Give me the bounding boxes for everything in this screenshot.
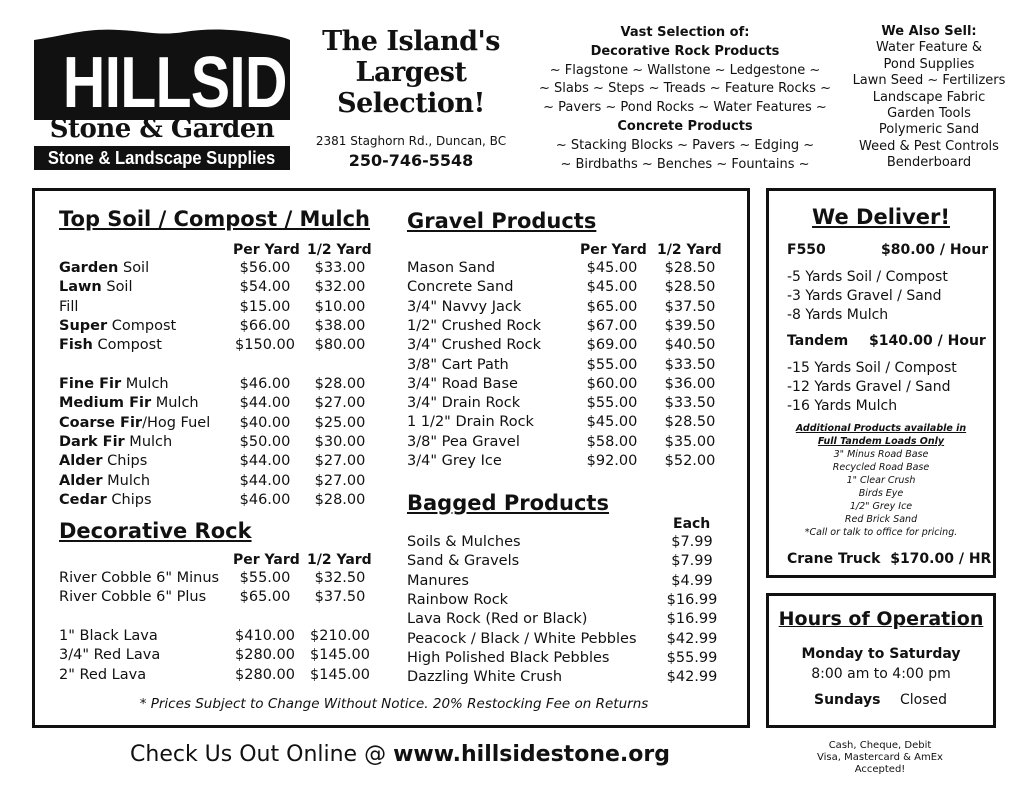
per-yard-price: $55.00 <box>586 395 638 412</box>
per-yard-price: $54.00 <box>239 279 291 296</box>
price-row-label: Manures <box>407 572 469 589</box>
bagged-heading: Bagged Products <box>407 491 609 515</box>
price-row-label: Lawn Soil <box>59 279 133 296</box>
per-yard-price: $67.00 <box>586 317 638 334</box>
price-row-label: 3/4" Navvy Jack <box>407 298 522 315</box>
per-yard-price: $280.00 <box>235 666 295 683</box>
half-yard-header: 1/2 Yard <box>307 242 372 258</box>
per-yard-price: $40.00 <box>239 414 291 431</box>
f550-item: -3 Yards Gravel / Sand <box>787 288 942 304</box>
per-yard-price: $92.00 <box>586 453 638 469</box>
tagline <box>296 26 526 119</box>
per-yard-price: $69.00 <box>586 337 638 354</box>
product-line: ~ Flagstone ~ Wallstone ~ Ledgestone ~ <box>549 62 821 78</box>
price-row-label: 3/4" Red Lava <box>59 647 161 664</box>
brand-subtitle: Stone & Garden <box>49 114 275 144</box>
half-yard-price: $36.00 <box>664 375 716 392</box>
price-row-label: Soils & Mulches <box>407 534 521 550</box>
also-sell <box>848 24 1010 172</box>
price-row-label: 1 1/2" Drain Rock <box>407 414 534 431</box>
half-yard-price: $210.00 <box>310 628 370 644</box>
per-yard-price: $45.00 <box>586 414 638 431</box>
gravel-heading: Gravel Products <box>407 209 597 233</box>
half-yard-price: $27.00 <box>314 395 366 412</box>
price-row-label: Sand & Gravels <box>407 553 520 570</box>
each-header: Each <box>673 516 711 532</box>
per-yard-price: $66.00 <box>239 317 291 334</box>
per-yard-price: $45.00 <box>586 279 638 296</box>
additional-item: 1/2" Grey Ice <box>849 501 913 512</box>
each-price: $42.99 <box>666 630 718 647</box>
per-yard-price: $44.00 <box>239 453 291 470</box>
hours-heading: Hours of Operation <box>778 608 984 630</box>
additional-item: Red Brick Sand <box>844 514 918 525</box>
price-row-label: 2" Red Lava <box>59 666 147 683</box>
f550-label: F550 <box>787 242 826 258</box>
half-yard-price: $27.00 <box>314 472 366 489</box>
product-line: ~ Birdbaths ~ Benches ~ Fountains ~ <box>560 156 810 172</box>
weekday-label: Monday to Saturday <box>801 646 961 662</box>
also-sell-item: Benderboard <box>886 155 972 171</box>
per-yard-price: $410.00 <box>235 628 295 644</box>
additional-item: 1" Clear Crush <box>846 475 916 486</box>
price-row-label: Dark Fir Mulch <box>59 433 173 450</box>
price-row-label: Rainbow Rock <box>407 591 509 608</box>
hours-box <box>766 593 996 728</box>
half-yard-price: $32.50 <box>314 570 366 586</box>
half-yard-price: $28.00 <box>314 376 366 392</box>
price-row-label: 1" Black Lava <box>59 628 158 644</box>
sunday-hours: Closed <box>900 692 948 708</box>
decorative-products-title: Decorative Rock Products <box>590 43 780 59</box>
tagline-line: Selection! <box>337 88 485 119</box>
per-yard-header: Per Yard <box>580 242 647 258</box>
concrete-products-title: Concrete Products <box>617 118 753 134</box>
price-row-label: Garden Soil <box>59 260 150 276</box>
payment-line: Visa, Mastercard & AmEx <box>817 752 943 763</box>
decorative-heading: Decorative Rock <box>59 519 252 543</box>
price-row-label: Peacock / Black / White Pebbles <box>407 630 637 647</box>
price-list-box <box>32 188 750 728</box>
half-yard-price: $35.00 <box>664 433 716 450</box>
vast-title: Vast Selection of: <box>620 25 750 40</box>
per-yard-price: $15.00 <box>239 298 291 315</box>
per-yard-price: $44.00 <box>239 395 291 412</box>
half-yard-price: $80.00 <box>314 337 366 354</box>
additional-item: Birds Eye <box>858 488 904 499</box>
price-row-label: Fine Fir Mulch <box>59 376 169 392</box>
payment-info <box>790 740 970 776</box>
brand-name: HILLSIDE <box>34 46 290 120</box>
per-yard-header: Per Yard <box>233 242 300 258</box>
price-row-label: Coarse Fir/Hog Fuel <box>59 414 211 431</box>
f550-item: -8 Yards Mulch <box>787 307 889 323</box>
topsoil-heading: Top Soil / Compost / Mulch <box>59 207 371 231</box>
each-price: $4.99 <box>671 572 713 589</box>
price-row-label: Alder Chips <box>59 453 148 470</box>
price-row-label: Fill <box>59 298 79 315</box>
price-row-label: 3/8" Cart Path <box>407 356 509 373</box>
product-line: ~ Slabs ~ Steps ~ Treads ~ Feature Rocks ~ <box>539 81 831 97</box>
payment-line: Accepted! <box>854 764 906 775</box>
price-row-label: Mason Sand <box>407 260 496 276</box>
vast-selection <box>536 24 834 174</box>
f550-item: -5 Yards Soil / Compost <box>787 269 948 285</box>
brand-banner: Stone & Landscape Supplies <box>34 146 290 170</box>
each-price: $16.99 <box>666 611 718 628</box>
per-yard-price: $65.00 <box>239 589 291 606</box>
per-yard-price: $44.00 <box>239 472 291 489</box>
each-price: $55.99 <box>666 649 718 666</box>
also-sell-item: Lawn Seed ~ Fertilizers <box>852 73 1006 89</box>
half-yard-price: $25.00 <box>314 414 366 431</box>
half-yard-price: $33.50 <box>664 395 716 412</box>
price-row-label: Super Compost <box>59 317 177 334</box>
half-yard-price: $40.50 <box>664 337 716 354</box>
price-row-label: Lava Rock (Red or Black) <box>407 611 588 628</box>
each-price: $16.99 <box>666 591 718 608</box>
crane-truck-rate: Crane Truck $170.00 / HR <box>787 551 992 567</box>
additional-title: Additional Products available in <box>795 423 967 434</box>
half-yard-price: $27.00 <box>314 453 366 470</box>
half-yard-header: 1/2 Yard <box>657 242 722 258</box>
half-yard-price: $30.00 <box>314 433 366 450</box>
deliver-heading: We Deliver! <box>812 205 950 229</box>
price-row-label: 3/4" Road Base <box>407 375 518 392</box>
per-yard-price: $46.00 <box>239 376 291 392</box>
half-yard-price: $28.50 <box>664 279 716 296</box>
product-line: ~ Stacking Blocks ~ Pavers ~ Edging ~ <box>555 137 815 153</box>
half-yard-price: $28.50 <box>664 414 716 431</box>
additional-item: 3" Minus Road Base <box>833 449 929 460</box>
logo <box>34 22 326 172</box>
price-row-label: High Polished Black Pebbles <box>407 649 610 666</box>
per-yard-price: $55.00 <box>239 570 291 586</box>
also-sell-item: Pond Supplies <box>883 56 975 72</box>
price-row-label: Dazzling White Crush <box>407 669 563 686</box>
sunday-label: Sundays <box>814 692 881 708</box>
price-row-label: 3/8" Pea Gravel <box>407 433 520 450</box>
half-yard-price: $52.00 <box>664 453 716 469</box>
f550-rate: $80.00 / Hour <box>881 242 989 258</box>
tagline-line: Largest <box>355 57 467 88</box>
half-yard-price: $38.00 <box>314 317 366 334</box>
phone-number: 250-746-5548 <box>348 151 474 170</box>
website-prefix: Check Us Out Online @ <box>130 742 394 767</box>
price-row-label: Cedar Chips <box>59 491 152 508</box>
per-yard-price: $50.00 <box>239 433 291 450</box>
tandem-item: -16 Yards Mulch <box>787 398 898 414</box>
half-yard-price: $28.00 <box>314 491 366 508</box>
additional-title: Full Tandem Loads Only <box>817 436 945 447</box>
half-yard-price: $37.50 <box>314 589 366 606</box>
per-yard-header: Per Yard <box>233 552 300 568</box>
per-yard-price: $65.00 <box>586 298 638 315</box>
product-line: ~ Pavers ~ Pond Rocks ~ Water Features ~ <box>543 100 827 116</box>
each-price: $7.99 <box>671 553 713 570</box>
half-yard-price: $33.50 <box>664 356 716 373</box>
price-row-label: River Cobble 6" Plus <box>59 589 207 606</box>
per-yard-price: $45.00 <box>586 260 638 276</box>
also-sell-item: Weed & Pest Controls <box>859 138 999 154</box>
price-row-label: Concrete Sand <box>407 279 514 296</box>
address: 2381 Staghorn Rd., Duncan, BC <box>315 134 507 148</box>
price-note: * Prices Subject to Change Without Notice. 20% Restocking Fee on Returns <box>139 696 649 712</box>
payment-line: Cash, Cheque, Debit <box>828 740 932 751</box>
per-yard-price: $60.00 <box>586 375 638 392</box>
per-yard-price: $280.00 <box>235 647 295 664</box>
also-sell-item: Landscape Fabric <box>872 89 986 105</box>
tandem-label: Tandem <box>787 333 849 349</box>
half-yard-price: $33.00 <box>314 260 366 276</box>
weekday-hours: 8:00 am to 4:00 pm <box>811 666 951 682</box>
price-row-label: River Cobble 6" Minus <box>59 570 220 586</box>
tandem-item: -15 Yards Soil / Compost <box>787 360 957 376</box>
price-row-label: 3/4" Grey Ice <box>407 453 502 469</box>
price-row-label: Alder Mulch <box>59 472 151 489</box>
half-yard-price: $10.00 <box>314 298 366 315</box>
per-yard-price: $150.00 <box>235 337 295 354</box>
price-row-label: 1/2" Crushed Rock <box>407 317 542 334</box>
website-link[interactable]: www.hillsidestone.org <box>393 742 670 767</box>
half-yard-price: $37.50 <box>664 298 716 315</box>
per-yard-price: $55.00 <box>586 356 638 373</box>
half-yard-price: $32.00 <box>314 279 366 296</box>
additional-item: Recycled Road Base <box>832 462 930 473</box>
website-line <box>120 742 680 767</box>
price-row-label: Medium Fir Mulch <box>59 395 199 412</box>
price-row-label: 3/4" Crushed Rock <box>407 337 542 354</box>
half-yard-price: $39.50 <box>664 317 716 334</box>
tandem-rate: $140.00 / Hour <box>869 333 986 349</box>
each-price: $7.99 <box>671 534 713 550</box>
also-sell-item: Polymeric Sand <box>878 122 980 138</box>
each-price: $42.99 <box>666 669 718 686</box>
half-yard-price: $145.00 <box>310 666 370 683</box>
tandem-item: -12 Yards Gravel / Sand <box>787 379 951 395</box>
price-row-label: 3/4" Drain Rock <box>407 395 521 412</box>
half-yard-price: $28.50 <box>664 260 716 276</box>
per-yard-price: $58.00 <box>586 433 638 450</box>
half-yard-price: $145.00 <box>310 647 370 664</box>
per-yard-price: $46.00 <box>239 491 291 508</box>
also-sell-title: We Also Sell: <box>881 24 977 39</box>
also-sell-item: Water Feature & <box>876 40 982 56</box>
delivery-box <box>766 188 996 578</box>
tagline-line: The Island's <box>322 26 500 57</box>
additional-note: *Call or talk to office for pricing. <box>804 527 958 538</box>
half-yard-header: 1/2 Yard <box>307 552 372 568</box>
also-sell-item: Garden Tools <box>887 106 971 122</box>
price-row-label: Fish Compost <box>59 337 162 354</box>
per-yard-price: $56.00 <box>239 260 291 276</box>
